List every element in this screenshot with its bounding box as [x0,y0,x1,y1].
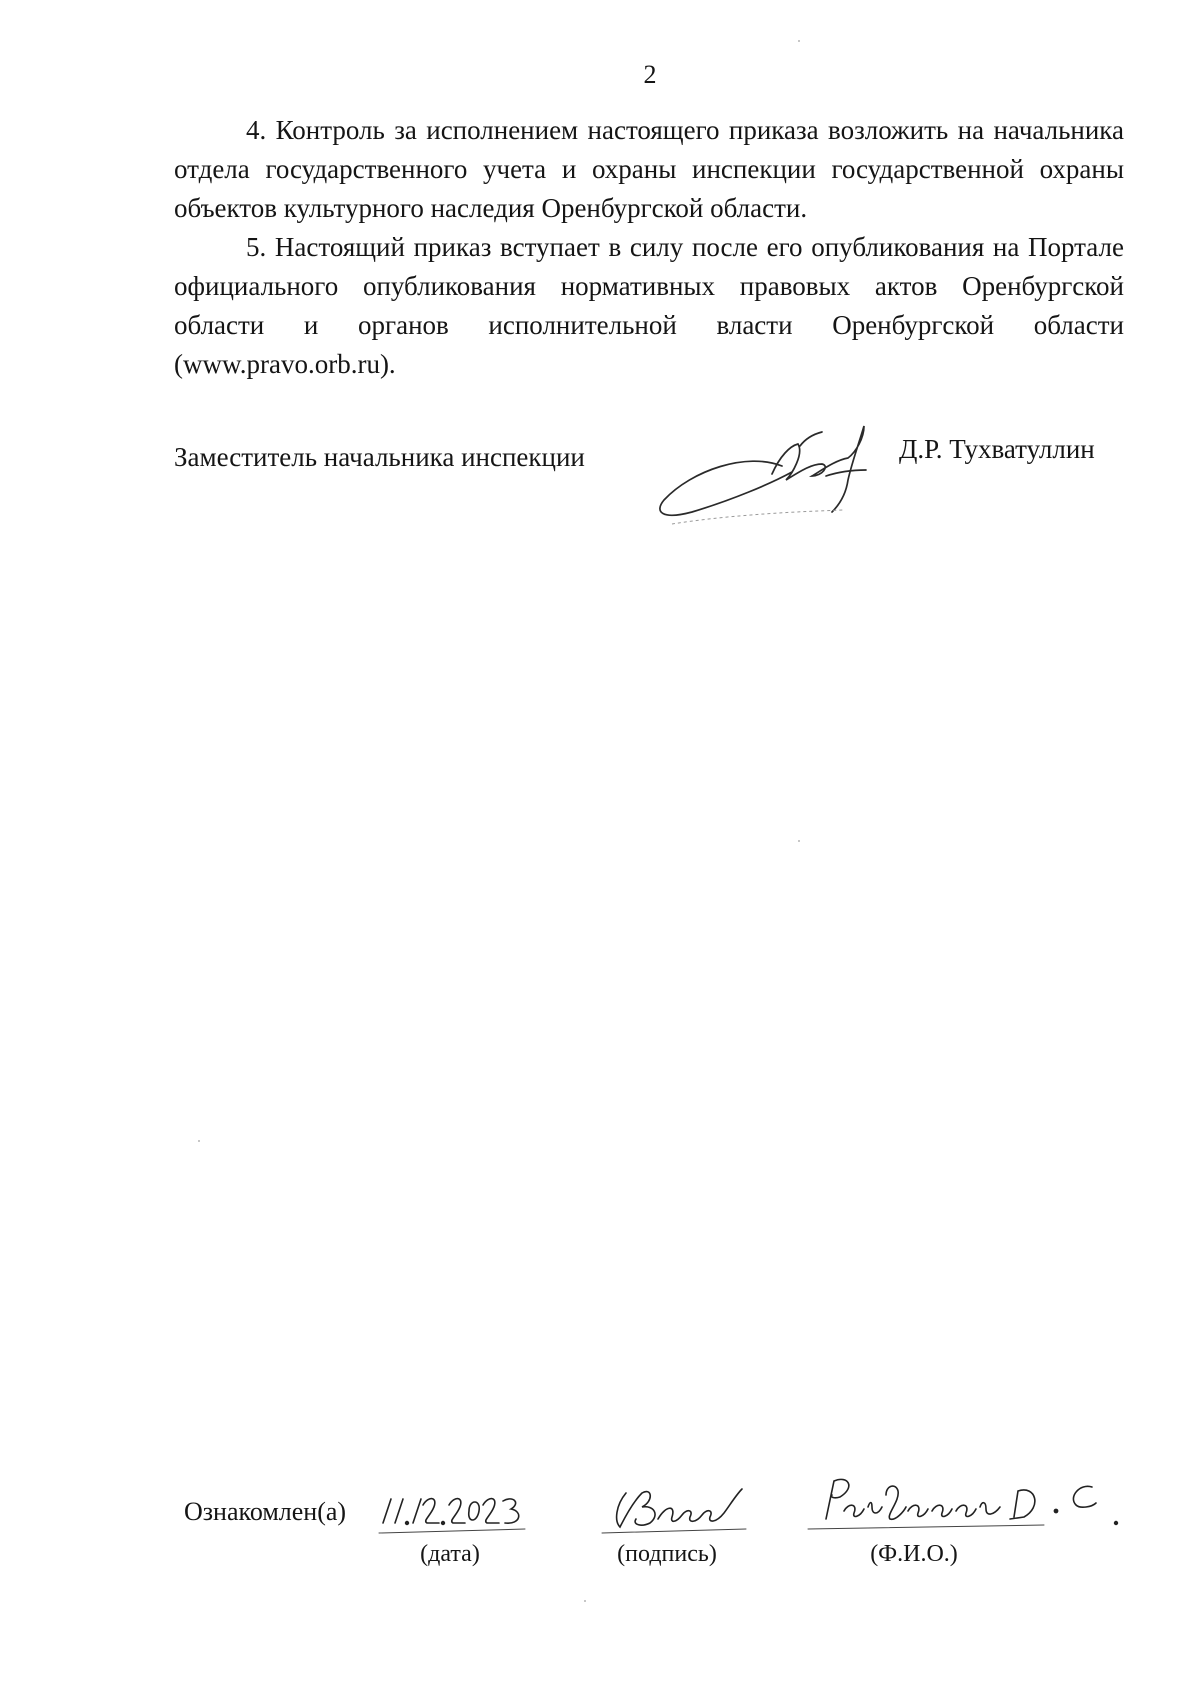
scan-speck [798,40,800,42]
handwritten-acknowledgement-signature [596,1475,756,1545]
paragraph-4: 4. Контроль за исполнением настоящего приказа возложить на начальника отдела государственного учета и охраны инспекции государственной охраны объектов культурного наследия Оренбургской области. [174,115,1124,223]
document-body [174,111,1124,384]
acknowledgement-label: Ознакомлен(а) [184,1497,347,1526]
signer-title: Заместитель начальника инспекции [174,442,585,472]
scan-speck [198,1140,200,1142]
caption-signature: (подпись) [617,1541,717,1567]
caption-full-name: (Ф.И.О.) [870,1541,958,1567]
acknowledgement-block [184,1487,1144,1577]
caption-date: (дата) [420,1541,480,1567]
handwritten-date [375,1483,535,1543]
signature-block [174,428,1124,538]
page-number: 2 [643,60,657,89]
paragraph-5: 5. Настоящий приказ вступает в силу после его опубликования на Портале официального опубликования нормативных правовых актов Оренбургской области и органов исполнительной власти Оренбургской области (www.pravo.orb.ru). [174,232,1124,379]
scan-speck [798,840,800,842]
signer-name: Д.Р. Тухватуллин [899,434,1095,464]
handwritten-full-name [804,1467,1144,1537]
scan-speck [584,1600,586,1602]
handwritten-signature [652,416,882,536]
